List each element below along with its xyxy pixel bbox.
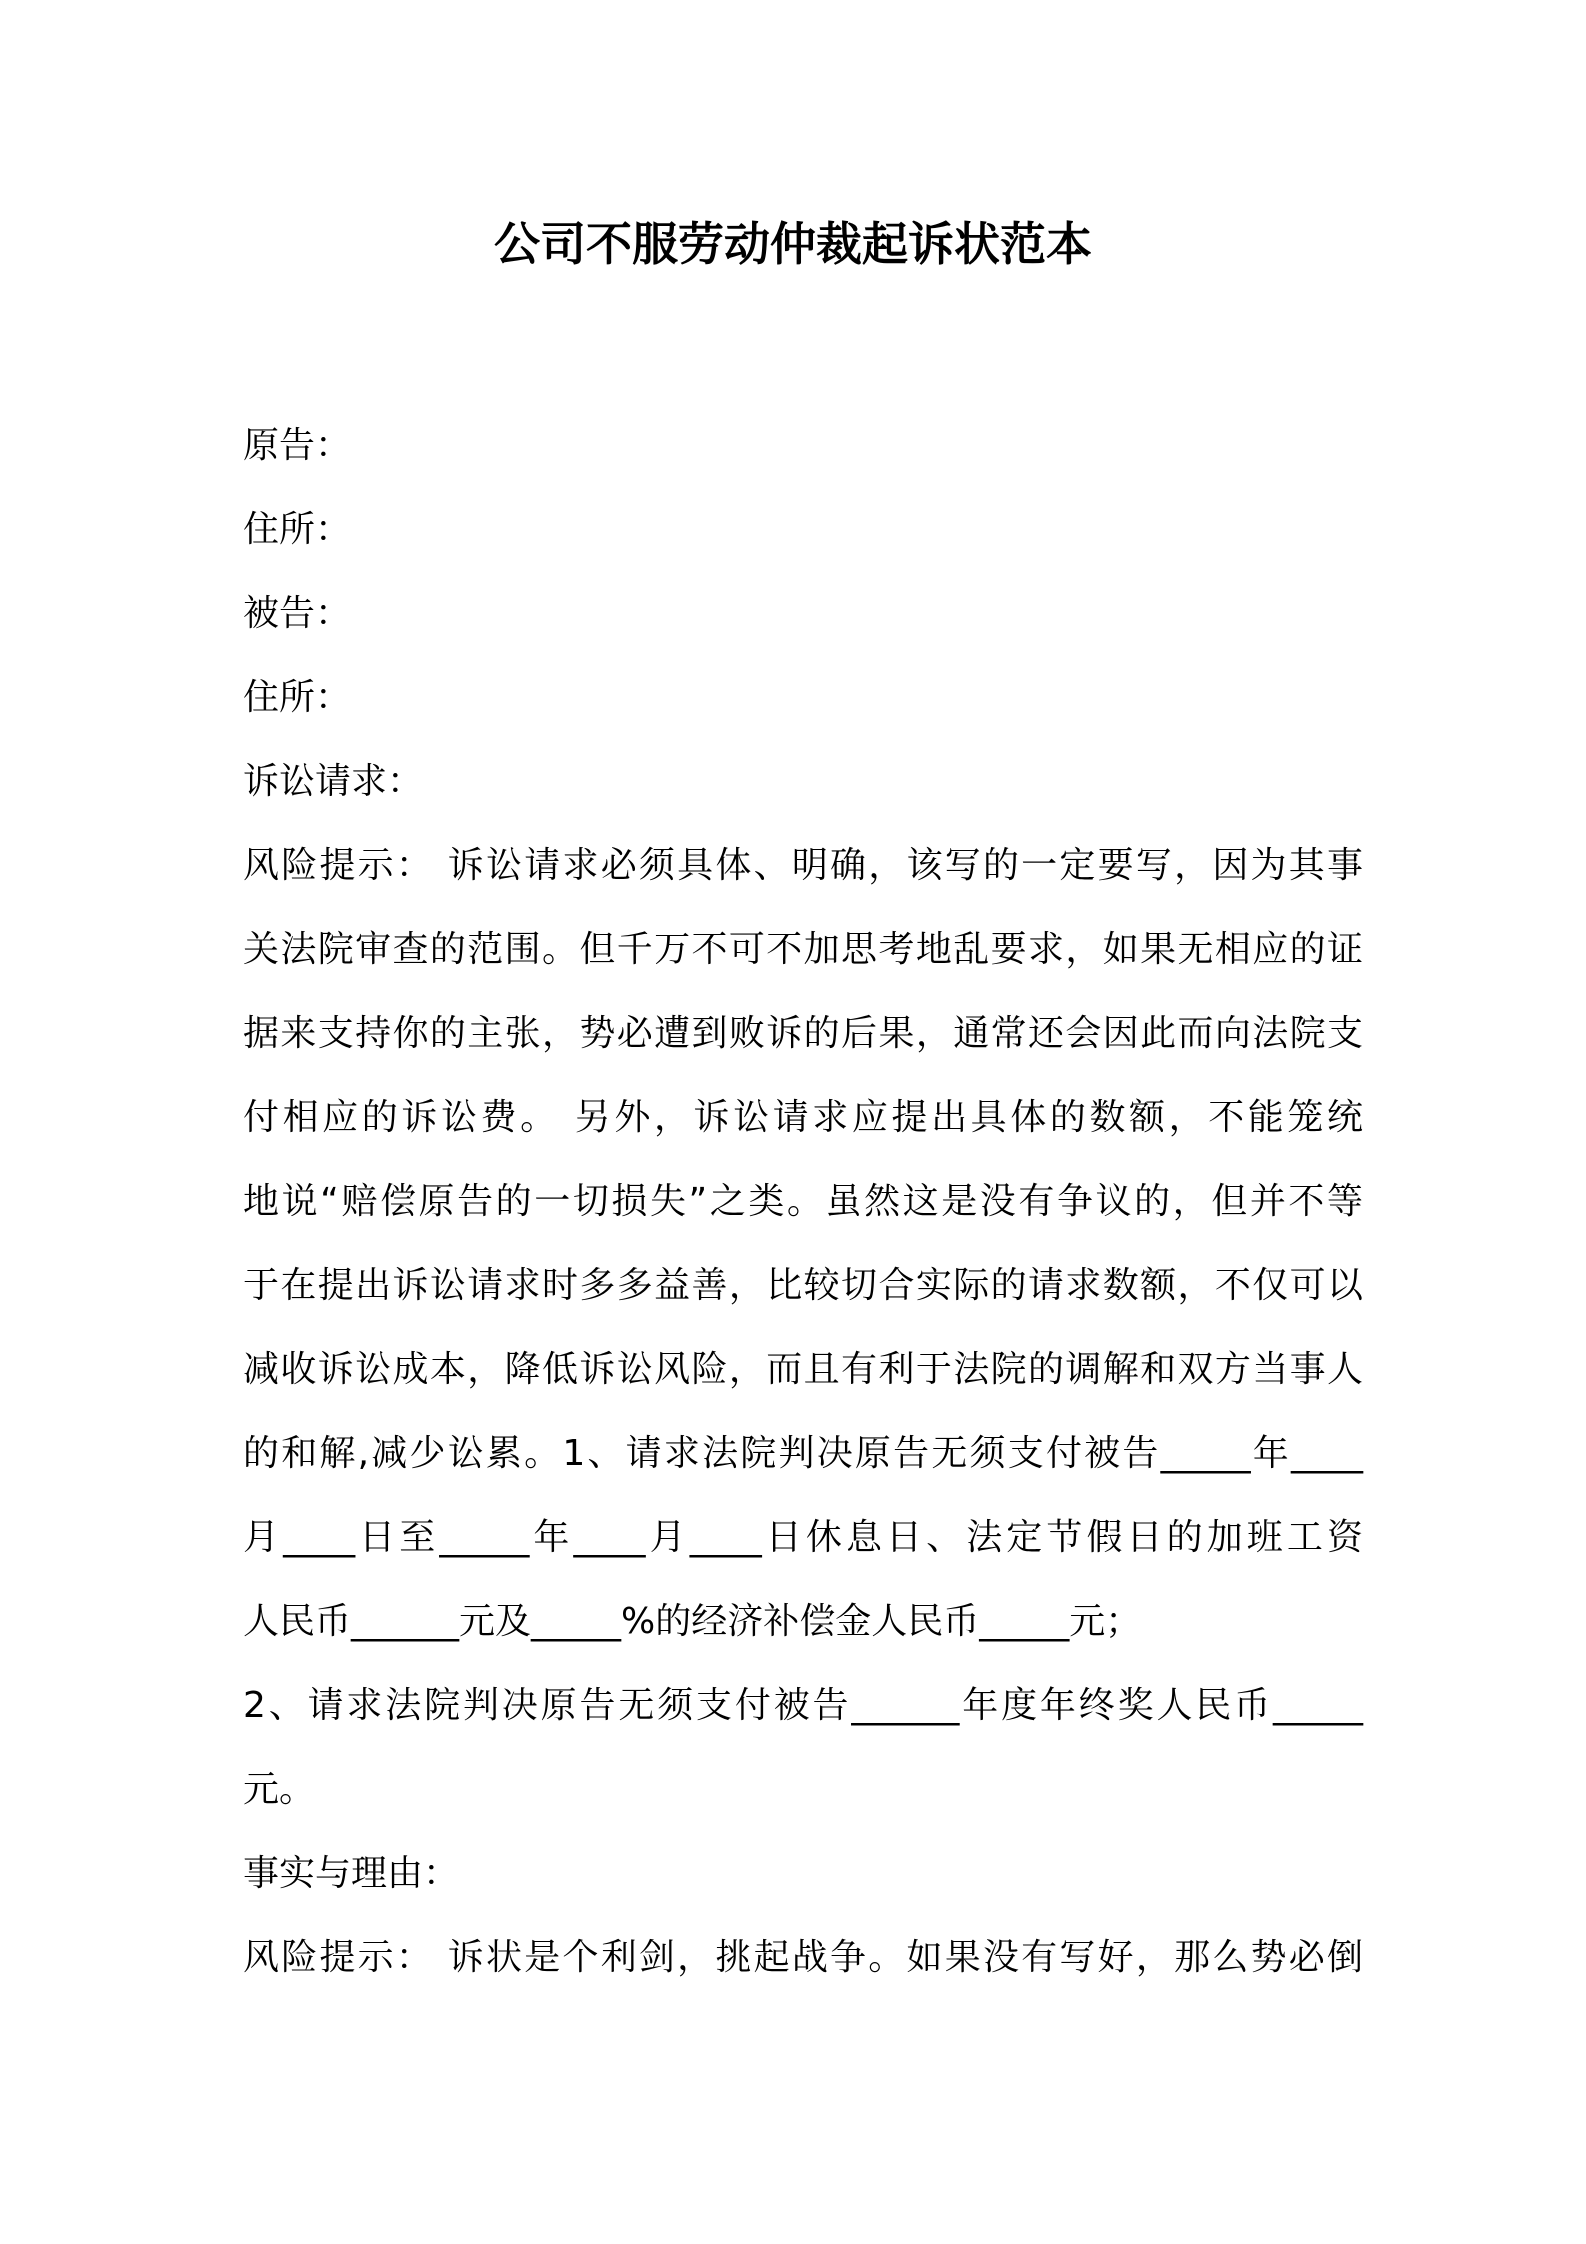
- paragraph-line: 人民币______元及_____%的经济补偿金人民币_____元；: [243, 1601, 1142, 1642]
- paragraph-line: 地说“赔偿原告的一切损失”之类。虽然这是没有争议的，但并不等: [243, 1181, 1363, 1222]
- paragraph-line: 据来支持你的主张，势必遭到败诉的后果，通常还会因此而向法院支: [243, 1013, 1363, 1054]
- paragraph-line: 的和解,减少讼累。1、请求法院判决原告无须支付被告_____年____: [243, 1433, 1363, 1474]
- defendant-address-label: 住所：: [243, 677, 352, 718]
- paragraph-line: 于在提出诉讼请求时多多益善，比较切合实际的请求数额，不仅可以: [243, 1265, 1363, 1306]
- paragraph-line: 减收诉讼成本，降低诉讼风险，而且有利于法院的调解和双方当事人: [243, 1349, 1363, 1390]
- paragraph-line: 元。: [243, 1769, 316, 1810]
- plaintiff-label: 原告：: [243, 425, 352, 466]
- paragraph-line: 2、请求法院判决原告无须支付被告______年度年终奖人民币_____: [243, 1685, 1363, 1726]
- paragraph-line: 风险提示： 诉讼请求必须具体、明确，该写的一定要写，因为其事: [243, 845, 1363, 886]
- plaintiff-address-label: 住所：: [243, 509, 352, 550]
- paragraph-line: 付相应的诉讼费。 另外，诉讼请求应提出具体的数额，不能笼统: [243, 1097, 1363, 1138]
- facts-heading: 事实与理由：: [243, 1853, 460, 1894]
- paragraph-line: 关法院审查的范围。但千万不可不加思考地乱要求，如果无相应的证: [243, 929, 1363, 970]
- paragraph-line: 月____日至_____年____月____日休息日、法定节假日的加班工资: [243, 1517, 1363, 1558]
- document-title: 公司不服劳动仲裁起诉状范本: [494, 217, 1092, 271]
- claims-heading: 诉讼请求：: [243, 761, 424, 802]
- paragraph-line: 风险提示： 诉状是个利剑，挑起战争。如果没有写好，那么势必倒: [243, 1937, 1363, 1978]
- document-body: [243, 404, 1363, 2000]
- defendant-label: 被告：: [243, 593, 352, 634]
